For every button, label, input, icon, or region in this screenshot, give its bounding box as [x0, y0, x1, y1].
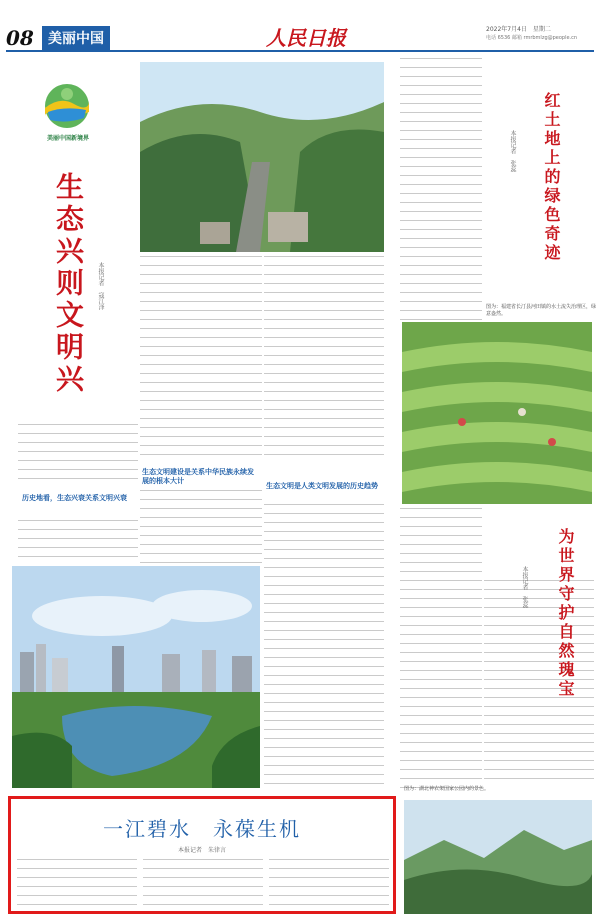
- main-text-block: [264, 256, 384, 462]
- contact-info: 电话 6536 邮箱 rmrbmlzg@people.cn: [486, 35, 578, 41]
- forest-mountain-photo: [404, 800, 592, 914]
- featured-text-block: [17, 859, 137, 911]
- logo-label: 美丽中国新境界: [46, 135, 89, 142]
- side-article-title-1: 红土地上的绿色奇迹: [542, 92, 561, 263]
- side-photo-caption-2: 图为：湖北神农架国家公园内的景色。: [404, 786, 490, 792]
- header-rule: [6, 50, 594, 52]
- section-name: 美丽中国: [42, 26, 110, 50]
- side-article-title-2: 为世界守护自然瑰宝: [556, 528, 575, 699]
- side-text-block: [400, 508, 482, 788]
- mountain-valley-photo: [140, 62, 384, 252]
- subhead-history: 历史地看，生态兴衰关系文明兴衰: [22, 494, 127, 502]
- subhead-historical-trend: 生态文明是人类文明发展的历史趋势: [266, 482, 378, 490]
- side-photo-caption-1: 图为：福建省长汀县河田镇的水土流失治理区，绿意盎然。: [486, 304, 597, 317]
- masthead: [0, 0, 600, 52]
- featured-article-title: 一江碧水 永葆生机: [103, 817, 301, 841]
- logo-icon: [40, 82, 94, 130]
- featured-text-block: [269, 859, 389, 911]
- side-text-block: [484, 580, 594, 780]
- main-text-block: [18, 520, 138, 560]
- main-text-block: [18, 424, 138, 484]
- featured-text-block: [143, 859, 263, 911]
- paper-name: 人民日报: [266, 26, 346, 50]
- issue-date: 2022年7月4日 星期二: [486, 26, 551, 33]
- city-lake-photo: [12, 566, 260, 788]
- side-article-byline-1: 本报记者 张蕊: [509, 130, 516, 172]
- page-number: 08: [6, 26, 34, 50]
- featured-article-byline: 本报记者 朱律言: [177, 847, 226, 854]
- main-article-byline: 本报记者 寇江泽: [97, 262, 104, 310]
- main-text-block: [140, 490, 262, 570]
- main-text-block: [140, 256, 262, 462]
- main-article-title: 生态兴则文明兴: [52, 172, 85, 396]
- tea-plantation-photo: [402, 322, 592, 504]
- main-text-block: [264, 504, 384, 790]
- featured-article-box: [8, 796, 396, 914]
- side-text-block: [400, 58, 482, 320]
- subhead-fundamental-plan: 生态文明建设是关系中华民族永续发展的根本大计: [142, 468, 254, 485]
- side-article-byline-2: 本报记者 张蕊: [521, 566, 528, 608]
